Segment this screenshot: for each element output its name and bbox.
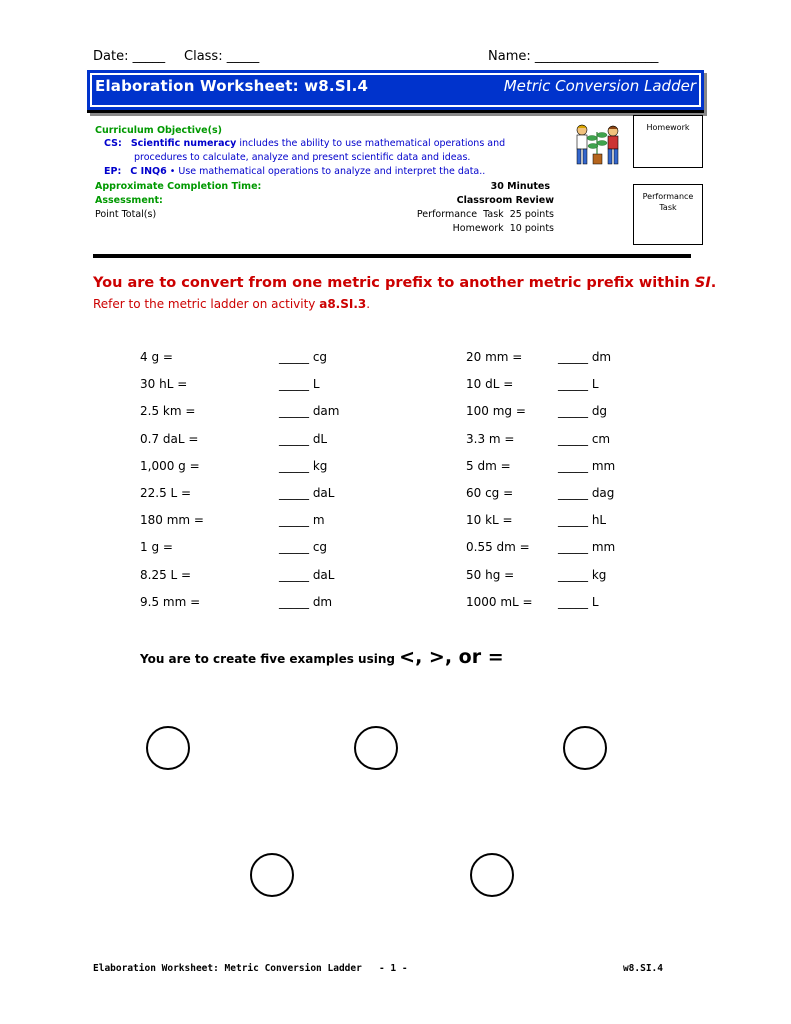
objective-label: Curriculum Objective(s) <box>95 125 222 136</box>
problem-answer-blank[interactable]: _____ mm <box>558 458 616 473</box>
ep-text: • Use mathematical operations to analyze and interpret the data.. <box>169 166 486 177</box>
problem-question: 30 hL = <box>140 377 188 392</box>
problem-answer-blank[interactable]: _____ kg <box>558 567 607 582</box>
worksheet-title: Elaboration Worksheet: w8.SI.4 <box>95 77 369 95</box>
examples-text: You are to create five examples using <box>140 652 400 666</box>
problem-answer-blank[interactable]: _____ kg <box>279 458 328 473</box>
problem-question: 8.25 L = <box>140 567 192 582</box>
cs-label: CS: <box>104 138 122 149</box>
points-label: Point Total(s) <box>95 209 157 220</box>
time-label: Approximate Completion Time: <box>95 181 262 192</box>
problem-answer-blank[interactable]: _____ cg <box>279 350 328 364</box>
instruction-main-end: . <box>710 275 717 291</box>
time-value: 30 Minutes <box>490 181 550 192</box>
problem-question: 4 g = <box>140 350 173 364</box>
problem-question: 20 mm = <box>466 350 523 364</box>
problem-answer-blank[interactable]: _____ dm <box>558 350 612 364</box>
problem-answer-blank[interactable]: _____ L <box>558 377 599 392</box>
ep-key: C INQ6 <box>130 166 167 177</box>
assessment-label: Assessment: <box>95 195 163 206</box>
name-field: Name: ___________________ <box>488 49 659 64</box>
performance-box-label: Performance <box>642 192 694 201</box>
problem-question: 0.55 dm = <box>466 540 530 555</box>
problem-answer-blank[interactable]: _____ cm <box>558 431 611 446</box>
problem-answer-blank[interactable]: _____ dam <box>279 404 340 419</box>
problem-answer-blank[interactable]: _____ m <box>279 513 325 528</box>
instruction-main-text: You are to convert from one metric prefix to another metric prefix within <box>93 275 695 291</box>
problem-question: 0.7 daL = <box>140 431 199 446</box>
example-circle-4[interactable] <box>250 853 294 897</box>
comparison-symbols: <, >, or = <box>399 646 504 668</box>
instruction-si: SI <box>694 275 711 291</box>
date-field: Date: _____ <box>93 49 166 64</box>
problem-question: 10 dL = <box>466 377 514 392</box>
problem-answer-blank[interactable]: _____ dag <box>558 486 615 500</box>
problem-question: 5 dm = <box>466 458 511 473</box>
performance-task-box <box>633 184 703 245</box>
problem-question: 180 mm = <box>140 513 204 528</box>
homework-box-label: Homework <box>646 123 690 132</box>
worksheet-subtitle: Metric Conversion Ladder <box>503 77 696 95</box>
instruction-ref-activity: a8.SI.3 <box>319 297 367 311</box>
example-circle-5[interactable] <box>470 853 514 897</box>
example-circle-1[interactable] <box>146 726 190 770</box>
assessment-value: Classroom Review <box>456 195 554 206</box>
problem-answer-blank[interactable]: _____ hL <box>558 513 607 528</box>
problem-question: 1 g = <box>140 540 173 555</box>
problem-question: 60 cg = <box>466 486 514 500</box>
problem-question: 50 hg = <box>466 567 515 582</box>
cs-key: Scientific numeracy <box>130 138 237 149</box>
class-field: Class: _____ <box>184 49 260 64</box>
cs-line <box>104 137 505 150</box>
cs-text-cont: procedures to calculate, analyze and present scientific data and ideas. <box>134 152 471 163</box>
problem-question: 9.5 mm = <box>140 594 201 609</box>
problem-question: 1000 mL = <box>466 594 533 609</box>
section-divider <box>93 254 691 258</box>
task-box-label: Task <box>659 203 677 212</box>
title-banner <box>87 70 704 113</box>
examples-instruction <box>140 646 504 668</box>
kids-plant-illustration <box>572 122 624 168</box>
problem-answer-blank[interactable]: _____ mm <box>558 540 616 555</box>
points-homework: Homework 10 points <box>452 223 554 234</box>
problem-answer-blank[interactable]: _____ dm <box>279 594 333 609</box>
problem-question: 100 mg = <box>466 404 526 419</box>
problem-question: 3.3 m = <box>466 431 515 446</box>
instruction-refer <box>93 297 370 311</box>
homework-box <box>633 115 703 168</box>
problem-answer-blank[interactable]: _____ daL <box>279 567 335 582</box>
instruction-main <box>93 275 716 291</box>
problem-answer-blank[interactable]: _____ cg <box>279 540 328 555</box>
problem-question: 2.5 km = <box>140 404 196 419</box>
problem-answer-blank[interactable]: _____ dL <box>279 431 328 446</box>
example-circle-3[interactable] <box>563 726 607 770</box>
footer-right: w8.SI.4 <box>622 963 663 974</box>
problem-answer-blank[interactable]: _____ daL <box>279 486 335 500</box>
problem-question: 1,000 g = <box>140 458 200 473</box>
points-performance: Performance Task 25 points <box>416 209 554 220</box>
cs-text: includes the ability to use mathematical operations and <box>239 138 506 149</box>
problem-answer-blank[interactable]: _____ dg <box>558 404 608 419</box>
footer-left: Elaboration Worksheet: Metric Conversion Ladder - 1 - <box>93 963 408 974</box>
problem-question: 22.5 L = <box>140 486 192 500</box>
problem-question: 10 kL = <box>466 513 513 528</box>
ep-line <box>104 165 485 178</box>
ep-label: EP: <box>104 166 122 177</box>
problem-answer-blank[interactable]: _____ L <box>558 594 599 609</box>
page-footer <box>93 963 663 974</box>
instruction-refer-text: Refer to the metric ladder on activity <box>93 297 320 311</box>
example-circle-2[interactable] <box>354 726 398 770</box>
problem-answer-blank[interactable]: _____ L <box>279 377 320 392</box>
instruction-refer-end: . <box>366 297 371 311</box>
